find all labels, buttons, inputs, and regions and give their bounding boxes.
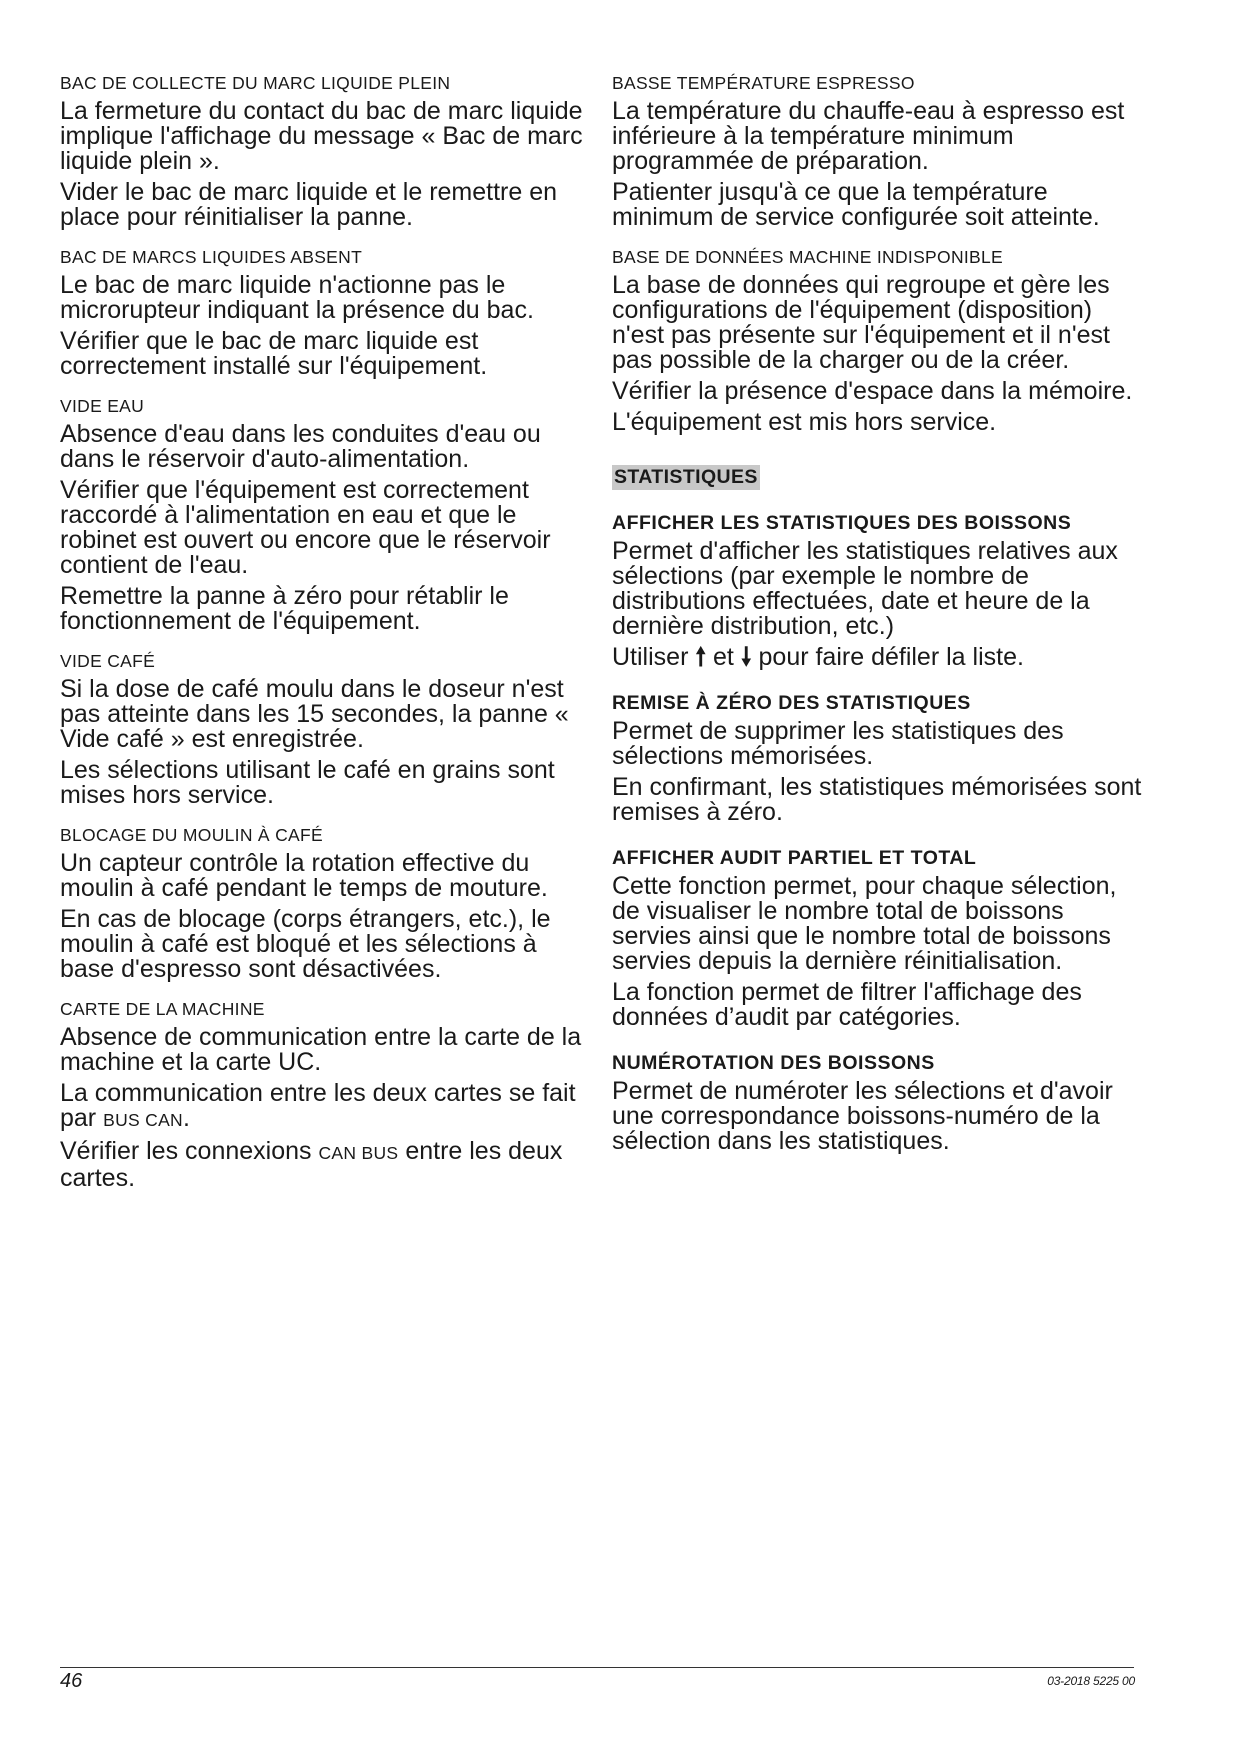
text-fragment: et: [706, 643, 741, 671]
section-title: VIDE EAU: [60, 396, 145, 416]
section-basse-temperature: [612, 72, 1142, 230]
paragraph: Vérifier que le bac de marc liquide est correctement installé sur l'équipement.: [60, 327, 488, 380]
section-title: BAC DE COLLECTE DU MARC LIQUIDE PLEIN: [60, 73, 451, 93]
section-vide-eau: [60, 395, 588, 634]
paragraph: Vérifier que l'équipement est correctement raccordé à l'alimentation en eau et que le robinet est ouvert ou encore que le réservoir contient de l'eau.: [60, 476, 551, 579]
paragraph: L'équipement est mis hors service.: [612, 408, 997, 436]
section-base-donnees: [612, 246, 1142, 435]
page-number: 46: [60, 1670, 83, 1692]
section-title: VIDE CAFÉ: [60, 651, 156, 671]
paragraph: En confirmant, les statistiques mémorisées sont remises à zéro.: [612, 773, 1142, 826]
paragraph: Cette fonction permet, pour chaque sélection, de visualiser le nombre total de boissons servies ainsi que le nombre total de boissons servies depuis la dernière réinitialisation.: [612, 872, 1117, 975]
paragraph: La fermeture du contact du bac de marc liquide implique l'affichage du message « Bac de marc liquide plein ».: [60, 97, 583, 175]
paragraph-bus-can: [60, 1081, 588, 1133]
paragraph-can-bus: [60, 1139, 588, 1191]
text-fragment: pour faire défiler la liste.: [751, 643, 1024, 671]
footer-rule: [60, 1667, 1134, 1668]
section-title: BAC DE MARCS LIQUIDES ABSENT: [60, 247, 363, 267]
arrow-up-icon: 🠕: [695, 643, 707, 671]
section-numerotation: [612, 1052, 1142, 1154]
text-fragment: entre les deux cartes.: [60, 1137, 563, 1192]
bus-term: CAN BUS: [318, 1143, 399, 1163]
paragraph: La base de données qui regroupe et gère les configurations de l'équipement (disposition) n'est pas présente sur l'équipement et il n'est pas possible de la charger ou de la créer.: [612, 271, 1110, 374]
bus-term: BUS CAN: [103, 1110, 183, 1130]
section-remise-zero: [612, 692, 1142, 825]
paragraph: Absence d'eau dans les conduites d'eau ou dans le réservoir d'auto-alimentation.: [60, 420, 541, 473]
paragraph: Permet de numéroter les sélections et d'avoir une correspondance boissons-numéro de la sélection dans les statistiques.: [612, 1077, 1113, 1155]
section-title: BLOCAGE DU MOULIN À CAFÉ: [60, 825, 323, 845]
statistics-heading-wrap: [612, 451, 1142, 490]
section-title: BASSE TEMPÉRATURE ESPRESSO: [612, 73, 915, 93]
paragraph: La fonction permet de filtrer l'affichage des données d’audit par catégories.: [612, 978, 1082, 1031]
section-title: AFFICHER AUDIT PARTIEL ET TOTAL: [612, 847, 977, 869]
statistics-heading: STATISTIQUES: [614, 466, 758, 488]
left-column: [60, 72, 588, 1207]
paragraph: La température du chauffe-eau à espresso est inférieure à la température minimum programmée de préparation.: [612, 97, 1125, 175]
paragraph: Les sélections utilisant le café en grains sont mises hors service.: [60, 756, 555, 809]
section-title: NUMÉROTATION DES BOISSONS: [612, 1052, 935, 1074]
paragraph: Absence de communication entre la carte de la machine et la carte UC.: [60, 1023, 582, 1076]
document-code: 03-2018 5225 00: [1047, 1674, 1135, 1688]
section-blocage-moulin: [60, 824, 588, 982]
paragraph: Vider le bac de marc liquide et le remettre en place pour réinitialiser la panne.: [60, 178, 558, 231]
text-fragment: Vérifier les connexions: [60, 1137, 319, 1165]
text-fragment: La communication entre les deux cartes se fait par: [60, 1079, 576, 1132]
paragraph: En cas de blocage (corps étrangers, etc.), le moulin à café est bloqué et les sélections à base d'espresso sont désactivées.: [60, 905, 551, 983]
section-carte-machine: [60, 998, 588, 1191]
section-title: BASE DE DONNÉES MACHINE INDISPONIBLE: [612, 247, 1004, 267]
text-fragment: .: [183, 1104, 190, 1132]
text-fragment: Utiliser: [612, 643, 696, 671]
section-bac-absent: [60, 246, 588, 379]
section-bac-collecte: [60, 72, 588, 230]
paragraph-scroll: [612, 645, 1142, 670]
paragraph: Le bac de marc liquide n'actionne pas le microrupteur indiquant la présence du bac.: [60, 271, 534, 324]
paragraph: Un capteur contrôle la rotation effective du moulin à café pendant le temps de mouture.: [60, 849, 548, 902]
section-afficher-statistiques: [612, 512, 1142, 670]
section-title: REMISE À ZÉRO DES STATISTIQUES: [612, 692, 971, 714]
paragraph: Permet d'afficher les statistiques relatives aux sélections (par exemple le nombre de distributions effectuées, date et heure de la dernière distribution, etc.): [612, 537, 1118, 640]
paragraph: Remettre la panne à zéro pour rétablir le fonctionnement de l'équipement.: [60, 582, 509, 635]
section-title: CARTE DE LA MACHINE: [60, 999, 265, 1019]
paragraph: Permet de supprimer les statistiques des sélections mémorisées.: [612, 717, 1064, 770]
paragraph: Patienter jusqu'à ce que la température minimum de service configurée soit atteinte.: [612, 178, 1100, 231]
section-vide-cafe: [60, 650, 588, 808]
section-title: AFFICHER LES STATISTIQUES DES BOISSONS: [612, 512, 1072, 534]
right-column: [612, 72, 1142, 1170]
section-audit: [612, 847, 1142, 1030]
paragraph: Vérifier la présence d'espace dans la mémoire.: [612, 377, 1133, 405]
paragraph: Si la dose de café moulu dans le doseur n'est pas atteinte dans les 15 secondes, la panne « Vide café » est enregistrée.: [60, 675, 569, 753]
arrow-down-icon: 🠗: [740, 643, 752, 671]
